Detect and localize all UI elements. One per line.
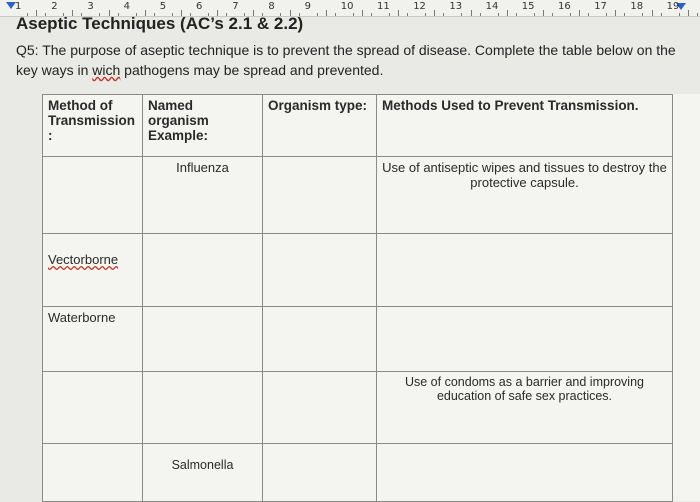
cell-prevention[interactable] [377,444,673,502]
ruler-number: 7 [232,1,239,12]
ruler-tick [371,13,372,16]
ruler-tick [588,13,589,16]
ruler-tick [434,10,435,16]
cell-method[interactable]: Waterborne [43,307,143,372]
table-row [43,444,673,502]
cell-organism-type[interactable] [263,444,377,502]
ruler-number: 11 [377,1,390,12]
ruler-tick [642,13,643,16]
ruler-tick [688,10,689,16]
table-row [43,307,673,372]
cell-organism-type[interactable] [263,234,377,307]
cell-organism[interactable] [143,234,263,307]
ruler-number: 8 [268,1,275,12]
cell-organism-text: Influenza [176,160,229,175]
question-text-part-1: Q5: The purpose of aseptic technique is to prevent the spread of disease. Complete the table below on the key ways in [16,42,676,78]
ruler-tick [362,10,363,16]
cell-prevention-text: Use of antiseptic wipes and tissues to destroy the protective capsule. [382,160,667,190]
ruler-number: 19 [666,1,680,12]
cell-method[interactable] [43,372,143,444]
ruler-number: 5 [159,1,167,12]
ruler-number: 6 [196,1,203,12]
ruler-tick [615,10,616,16]
ruler-tick [326,10,327,16]
ruler-tick [570,13,571,16]
ruler-tick [498,13,499,16]
ruler-tick [652,10,653,16]
cell-organism[interactable] [143,372,263,444]
cell-method[interactable] [43,157,143,234]
ruler-number: 10 [340,1,354,12]
ruler-number: 13 [449,1,463,12]
ruler-tick [579,10,580,16]
ruler-tick [697,13,698,16]
cell-organism[interactable] [143,444,263,502]
question-text [16,40,681,80]
ruler-tick [335,13,336,16]
ruler-tick [461,13,462,16]
ruler-number: 1 [15,1,22,12]
misspelled-word[interactable]: wich [92,62,121,78]
transmission-table [42,94,673,502]
ruler-tick [679,13,680,16]
ruler-tick [443,13,444,16]
ruler-tick [407,13,408,16]
table-row [43,372,673,444]
ruler-number: 2 [51,1,58,12]
cell-organism[interactable] [143,157,263,234]
cell-organism-type[interactable] [263,307,377,372]
ruler-number: 9 [304,1,311,12]
ruler-tick [398,10,399,16]
cell-prevention[interactable] [377,372,673,444]
table-row [43,157,673,234]
cell-organism-type[interactable] [263,372,377,444]
header-method: Method of Transmission : [43,95,143,157]
cell-prevention[interactable] [377,307,673,372]
ruler-tick [507,10,508,16]
ruler-tick [425,13,426,16]
ruler-tick [317,13,318,16]
ruler-tick [353,13,354,16]
table-row [43,234,673,307]
cell-method-text: Vectorborne [48,252,119,267]
ruler-tick [516,13,517,16]
ruler-number: 4 [123,1,130,12]
ruler-tick [606,13,607,16]
ruler-number: 17 [594,1,607,12]
header-organism-type: Organism type: [263,95,377,157]
cell-prevention-text: Use of condoms as a barrier and improving education of safe sex practices. [404,375,644,403]
cell-organism-text: Salmonella [171,458,234,472]
table-header-row [43,95,673,157]
ruler-tick [552,13,553,16]
ruler-number: 18 [630,1,644,12]
ruler-number: 15 [521,1,535,12]
ruler-number: 16 [558,1,571,12]
cell-prevention[interactable] [377,157,673,234]
ruler-tick [471,10,472,16]
ruler-tick [389,13,390,16]
ruler-number: 3 [87,1,94,12]
ruler-tick [543,10,544,16]
cell-organism[interactable] [143,307,263,372]
ruler-tick [480,13,481,16]
ruler-tick [661,13,662,16]
document-title: Aseptic Techniques (AC’s 2.1 & 2.2) [16,14,304,33]
ruler-tick [624,13,625,16]
cell-method[interactable] [43,234,143,307]
ruler-number: 14 [485,1,499,12]
header-prevention-methods: Methods Used to Prevent Transmission. [377,95,673,157]
header-organism: Named organism Example: [143,95,263,157]
cell-prevention[interactable] [377,234,673,307]
cell-method[interactable] [43,444,143,502]
ruler-number: 12 [413,1,426,12]
cell-organism-type[interactable] [263,157,377,234]
question-text-part-2: pathogens may be spread and prevented. [120,62,384,78]
ruler-tick [534,13,535,16]
